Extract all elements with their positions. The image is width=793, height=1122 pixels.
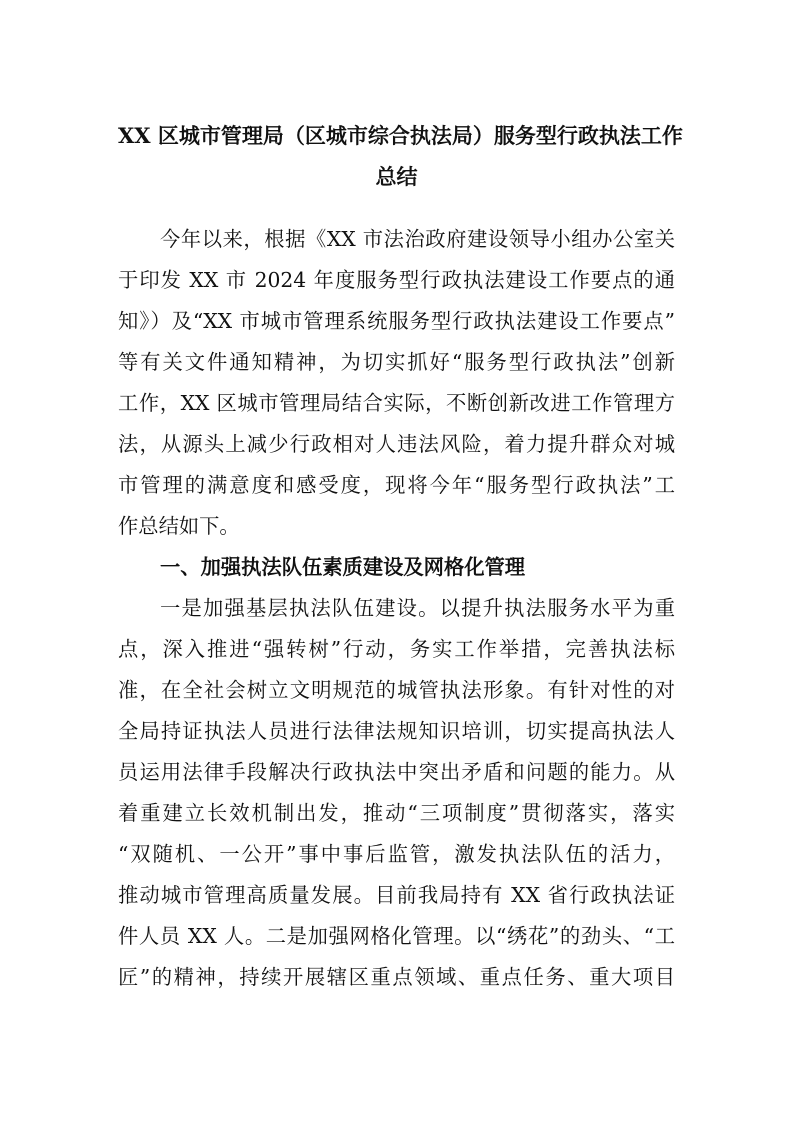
paragraph-line: 等有关文件通知精神，为切实抓好“服务型行政执法”创新: [118, 350, 675, 374]
document-title-line-2: 总结: [375, 164, 418, 189]
section-heading: 一、加强执法队伍素质建设及网格化管理: [160, 555, 526, 579]
paragraph-line: 员运用法律手段解决行政执法中突出矛盾和问题的能力。从: [118, 760, 675, 784]
paragraph-line: 于印发 XX 市 2024 年度服务型行政执法建设工作要点的通: [118, 268, 675, 292]
paragraph-line: 一是加强基层执法队伍建设。以提升执法服务水平为重: [160, 596, 675, 620]
paragraph-line: “双随机、一公开”事中事后监管，激发执法队伍的活力，: [118, 842, 675, 866]
paragraph-line: 匠”的精神，持续开展辖区重点领域、重点任务、重大项目: [118, 965, 675, 989]
paragraph-line: 法，从源头上减少行政相对人违法风险，着力提升群众对城: [118, 432, 675, 456]
paragraph-line: 作总结如下。: [118, 514, 240, 538]
paragraph-line: 市管理的满意度和感受度，现将今年“服务型行政执法”工: [118, 473, 675, 497]
paragraph-line: 全局持证执法人员进行法律法规知识培训，切实提高执法人: [118, 719, 675, 743]
paragraph-line: 推动城市管理高质量发展。目前我局持有 XX 省行政执法证: [118, 883, 675, 907]
document-title-line-1: XX 区城市管理局（区城市综合执法局）服务型行政执法工作: [118, 123, 683, 148]
paragraph-line: 准，在全社会树立文明规范的城管执法形象。有针对性的对: [118, 678, 675, 702]
paragraph-line: 着重建立长效机制出发，推动“三项制度”贯彻落实，落实: [118, 801, 675, 825]
paragraph-line: 今年以来，根据《XX 市法治政府建设领导小组办公室关: [160, 227, 675, 251]
paragraph-line: 件人员 XX 人。二是加强网格化管理。以“绣花”的劲头、“工: [118, 924, 675, 948]
paragraph-line: 工作，XX 区城市管理局结合实际，不断创新改进工作管理方: [118, 391, 675, 415]
paragraph-line: 知》）及“XX 市城市管理系统服务型行政执法建设工作要点”: [118, 309, 675, 333]
paragraph-line: 点，深入推进“强转树”行动，务实工作举措，完善执法标: [118, 637, 675, 661]
